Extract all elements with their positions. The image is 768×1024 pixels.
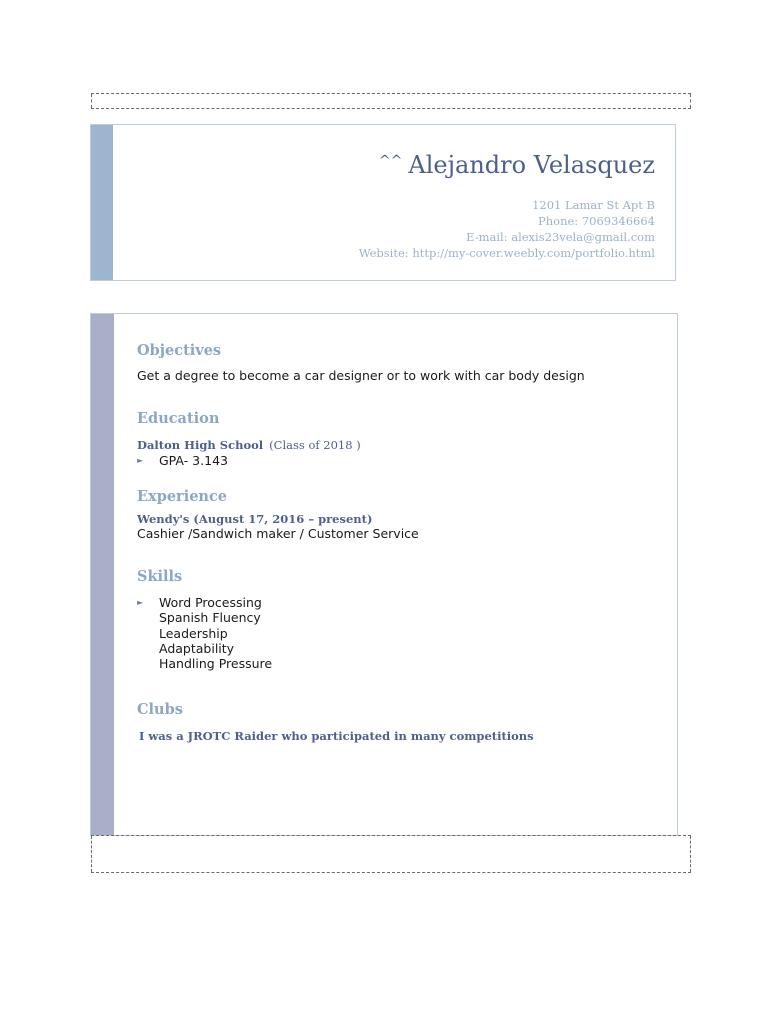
top-dashed-border	[91, 93, 691, 94]
bottom-dashed-border-lower	[91, 872, 691, 873]
bottom-dashed-tick-left	[91, 836, 92, 872]
triangle-right-icon: ►	[137, 598, 144, 607]
skills-title: Skills	[137, 568, 183, 585]
resume-body-card	[90, 313, 678, 836]
triangle-right-icon: ►	[137, 456, 144, 465]
clubs-text-line	[139, 729, 534, 743]
header-accent-bar	[91, 125, 113, 280]
skill-item: Spanish Fluency	[159, 610, 261, 626]
candidate-name	[379, 151, 655, 179]
contact-block	[359, 197, 655, 261]
experience-role: Cashier /Sandwich maker / Customer Service	[137, 526, 419, 541]
email: E-mail: alexis23vela@gmail.com	[466, 230, 655, 244]
experience-title: Experience	[137, 488, 228, 505]
education-school-line	[137, 438, 361, 452]
name-text: Alejandro Velasquez	[408, 151, 655, 179]
objectives-title: Objectives	[137, 342, 222, 359]
skill-item: Word Processing	[159, 595, 262, 610]
skills-list	[159, 595, 272, 671]
skill-item: Handling Pressure	[159, 656, 273, 672]
address: 1201 Lamar St Apt B	[532, 198, 655, 212]
class-note: (Class of 2018 )	[269, 438, 361, 452]
website: Website: http://my-cover.weebly.com/portfolio.html	[358, 246, 655, 260]
bottom-dashed-border	[91, 835, 691, 836]
clubs-text: I was a JROTC Raider who participated in many competitions	[139, 729, 534, 743]
top-dashed-border-lower	[91, 108, 691, 109]
objectives-text: Get a degree to become a car designer or to work with car body design	[137, 368, 585, 383]
employer-line	[137, 512, 372, 526]
skill-item: Adaptability	[159, 640, 235, 656]
bottom-dashed-tick-right	[690, 836, 691, 872]
skill-item: Leadership	[159, 625, 228, 641]
header-card	[90, 124, 676, 281]
name-mark: ^^	[378, 153, 403, 169]
gpa-text: GPA- 3.143	[159, 453, 228, 468]
top-dashed-tick-left	[91, 94, 92, 108]
body-accent-bar	[91, 314, 114, 835]
clubs-title: Clubs	[137, 701, 183, 718]
top-dashed-tick-right	[690, 94, 691, 108]
school-name: Dalton High School	[137, 438, 264, 452]
phone: Phone: 7069346664	[538, 214, 655, 228]
education-title: Education	[137, 410, 220, 427]
employer: Wendy's (August 17, 2016 – present)	[137, 512, 373, 526]
